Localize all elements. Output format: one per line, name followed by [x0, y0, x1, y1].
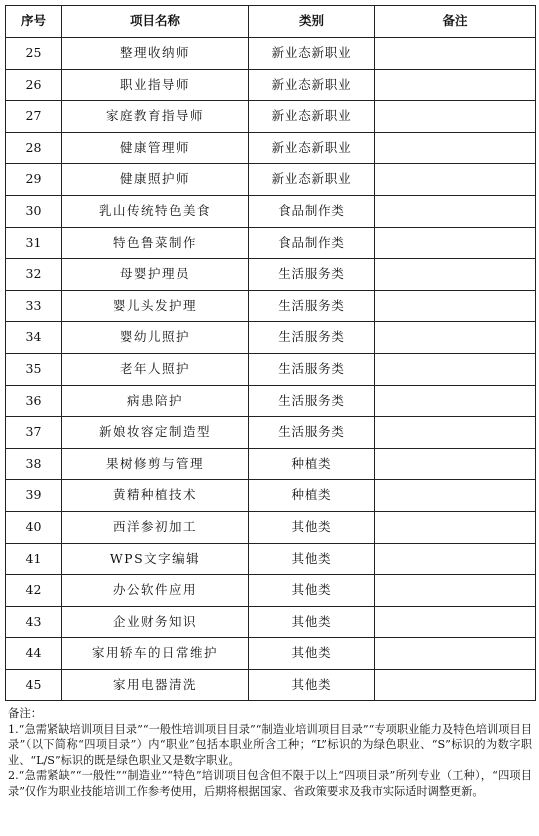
row-number-cell: 37: [6, 417, 62, 449]
category-cell: 种植类: [249, 448, 375, 480]
remark-cell: [375, 322, 536, 354]
project-name-cell: 老年人照护: [62, 353, 249, 385]
header-category: 类别: [249, 6, 375, 38]
remark-cell: [375, 353, 536, 385]
category-cell: 食品制作类: [249, 227, 375, 259]
category-cell: 新业态新职业: [249, 164, 375, 196]
remark-cell: [375, 575, 536, 607]
category-cell: 新业态新职业: [249, 38, 375, 70]
remark-cell: [375, 669, 536, 701]
table-row: [6, 38, 536, 70]
table-row: [6, 543, 536, 575]
category-cell: 新业态新职业: [249, 69, 375, 101]
remark-cell: [375, 480, 536, 512]
category-cell: 其他类: [249, 638, 375, 670]
table-row: [6, 69, 536, 101]
table-row: [6, 259, 536, 291]
row-number-cell: 26: [6, 69, 62, 101]
row-number-cell: 45: [6, 669, 62, 701]
table-row: [6, 638, 536, 670]
category-cell: 生活服务类: [249, 322, 375, 354]
remark-cell: [375, 69, 536, 101]
category-cell: 新业态新职业: [249, 101, 375, 133]
category-cell: 其他类: [249, 669, 375, 701]
project-name-cell: 职业指导师: [62, 69, 249, 101]
category-cell: 其他类: [249, 511, 375, 543]
project-name-cell: 病患陪护: [62, 385, 249, 417]
table-row: [6, 195, 536, 227]
category-cell: 食品制作类: [249, 195, 375, 227]
table-body: [6, 38, 536, 701]
project-name-cell: 乳山传统特色美食: [62, 195, 249, 227]
project-name-cell: 果树修剪与管理: [62, 448, 249, 480]
row-number-cell: 29: [6, 164, 62, 196]
table-row: [6, 511, 536, 543]
category-cell: 种植类: [249, 480, 375, 512]
category-cell: 新业态新职业: [249, 132, 375, 164]
table-header-row: [6, 6, 536, 38]
table-row: [6, 575, 536, 607]
table-row: [6, 227, 536, 259]
row-number-cell: 42: [6, 575, 62, 607]
category-cell: 其他类: [249, 543, 375, 575]
category-cell: 生活服务类: [249, 290, 375, 322]
remark-cell: [375, 511, 536, 543]
table-row: [6, 290, 536, 322]
remark-cell: [375, 101, 536, 133]
project-name-cell: 整理收纳师: [62, 38, 249, 70]
table-row: [6, 385, 536, 417]
project-name-cell: 健康照护师: [62, 164, 249, 196]
remark-cell: [375, 195, 536, 227]
project-name-cell: 特色鲁菜制作: [62, 227, 249, 259]
project-name-cell: 企业财务知识: [62, 606, 249, 638]
row-number-cell: 31: [6, 227, 62, 259]
table-row: [6, 480, 536, 512]
remark-cell: [375, 385, 536, 417]
category-cell: 生活服务类: [249, 259, 375, 291]
table-row: [6, 417, 536, 449]
row-number-cell: 39: [6, 480, 62, 512]
table-row: [6, 606, 536, 638]
table-row: [6, 448, 536, 480]
remark-cell: [375, 543, 536, 575]
category-cell: 其他类: [249, 606, 375, 638]
table-row: [6, 322, 536, 354]
row-number-cell: 43: [6, 606, 62, 638]
project-name-cell: 黄精种植技术: [62, 480, 249, 512]
notes-section: [8, 706, 532, 800]
project-name-cell: 婴儿头发护理: [62, 290, 249, 322]
row-number-cell: 25: [6, 38, 62, 70]
project-name-cell: 健康管理师: [62, 132, 249, 164]
remark-cell: [375, 638, 536, 670]
row-number-cell: 41: [6, 543, 62, 575]
category-cell: 其他类: [249, 575, 375, 607]
row-number-cell: 28: [6, 132, 62, 164]
project-name-cell: 家庭教育指导师: [62, 101, 249, 133]
remark-cell: [375, 290, 536, 322]
table-row: [6, 164, 536, 196]
category-cell: 生活服务类: [249, 353, 375, 385]
row-number-cell: 32: [6, 259, 62, 291]
row-number-cell: 35: [6, 353, 62, 385]
remark-cell: [375, 417, 536, 449]
row-number-cell: 36: [6, 385, 62, 417]
project-name-cell: 母婴护理员: [62, 259, 249, 291]
row-number-cell: 44: [6, 638, 62, 670]
project-name-cell: 办公软件应用: [62, 575, 249, 607]
project-name-cell: 家用轿车的日常维护: [62, 638, 249, 670]
remark-cell: [375, 606, 536, 638]
note-item-1: 1.“急需紧缺培训项目目录”“一般性培训项目目录”“制造业培训项目目录”“专项职业能力及特色培训项目目录”（以下简称“四项目录”）内“职业”包括本职业所含工种；“L”标识的为绿色职业、“S”标识的为数字职业、“L/S”标识的既是绿色职业又是数字职业。: [8, 722, 532, 767]
row-number-cell: 34: [6, 322, 62, 354]
remark-cell: [375, 259, 536, 291]
notes-title: 备注：: [8, 706, 43, 720]
table-row: [6, 353, 536, 385]
remark-cell: [375, 38, 536, 70]
row-number-cell: 40: [6, 511, 62, 543]
project-name-cell: 婴幼儿照护: [62, 322, 249, 354]
training-project-table: [5, 5, 536, 701]
category-cell: 生活服务类: [249, 385, 375, 417]
table-row: [6, 101, 536, 133]
table-row: [6, 669, 536, 701]
row-number-cell: 27: [6, 101, 62, 133]
remark-cell: [375, 164, 536, 196]
header-name: 项目名称: [62, 6, 249, 38]
header-remark: 备注: [375, 6, 536, 38]
remark-cell: [375, 132, 536, 164]
row-number-cell: 38: [6, 448, 62, 480]
row-number-cell: 30: [6, 195, 62, 227]
category-cell: 生活服务类: [249, 417, 375, 449]
project-name-cell: 新娘妆容定制造型: [62, 417, 249, 449]
table-row: [6, 132, 536, 164]
project-name-cell: WPS文字编辑: [62, 543, 249, 575]
header-no: 序号: [6, 6, 62, 38]
project-name-cell: 家用电器清洗: [62, 669, 249, 701]
note-item-2: 2.“急需紧缺”“一般性”“制造业”“特色”培训项目包含但不限于以上“四项目录”所列专业（工种），“四项目录”仅作为职业技能培训工作参考使用，后期将根据国家、省政策要求及我市实际适时调整更新。: [8, 769, 532, 798]
remark-cell: [375, 448, 536, 480]
project-name-cell: 西洋参初加工: [62, 511, 249, 543]
row-number-cell: 33: [6, 290, 62, 322]
remark-cell: [375, 227, 536, 259]
